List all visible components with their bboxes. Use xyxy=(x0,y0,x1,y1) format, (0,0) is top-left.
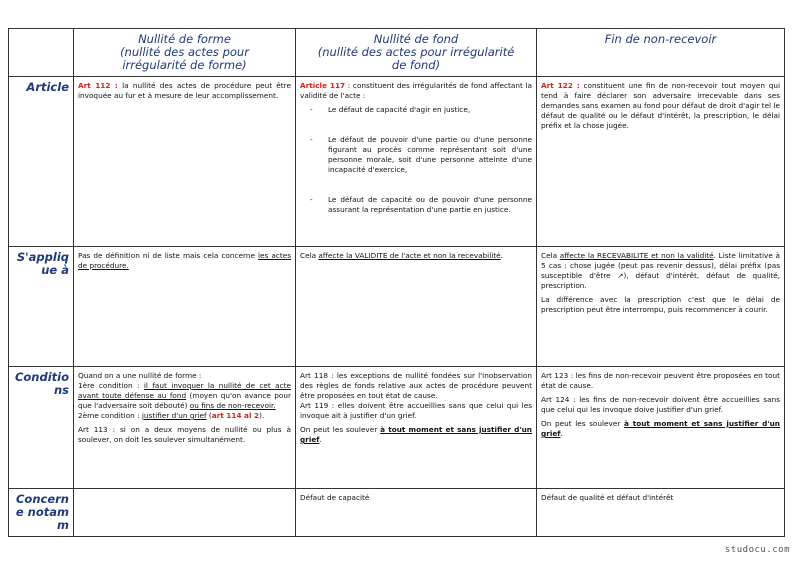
header-nullite-forme: Nullité de forme (nullité des actes pour irrégularité de forme) xyxy=(74,29,296,77)
row-label-article: Article xyxy=(9,77,74,247)
concerne-fond-cell: Défaut de capacité xyxy=(296,489,537,537)
row-applique xyxy=(9,247,785,367)
comparison-table xyxy=(8,28,785,537)
row-article xyxy=(9,77,785,247)
list-item: - Le défaut de capacité d'agir en justice, xyxy=(328,105,532,115)
concerne-fin-cell: Défaut de qualité et défaut d'intérêt xyxy=(537,489,785,537)
concerne-forme-cell xyxy=(74,489,296,537)
conditions-fin-cell: Art 123 : les fins de non-recevoir peuvent être proposées en tout état de cause. Art 124 : les fins de non-recevoir doivent être accueillies sans que celui qui les invoque doive justifier d'un grief. On peut les soulever à tout moment et sans justifier d'un grief. xyxy=(537,367,785,489)
article-fond-cell: Article 117 : constituent des irrégularités de fond affectant la validité de l'acte : - Le défaut de capacité d'agir en justice, - Le défaut de pouvoir d'une partie ou d'une personne figurant au procès comme représentant soit d'une personne morale, soit d'une personne atteinte d'une incapacité d'exercice, - Le défaut de capacité ou de pouvoir d'une personne assurant la représentation d'une partie en justice. xyxy=(296,77,537,247)
list-item: - Le défaut de capacité ou de pouvoir d'une personne assurant la représentation d'une partie en justice. xyxy=(328,195,532,215)
list-item: - Le défaut de pouvoir d'une partie ou d'une personne figurant au procès comme représentant soit d'une personne morale, soit d'une personne atteinte d'une incapacité d'exercice, xyxy=(328,135,532,175)
footer-watermark: studocu.com xyxy=(724,545,790,555)
header-nullite-fond: Nullité de fond (nullité des actes pour irrégularité de fond) xyxy=(296,29,537,77)
applique-fin-cell: Cela affecte la RECEVABILITE et non la validité. Liste limitative à 5 cas : chose jugée (peut pas revenir dessus), délai préfix (pas susceptible d'être ↗), défaut d'intérêt, défaut de qualité, prescription. La différence avec la prescription c'est que le délai de prescription peut être interrompu, puis recommencer à courir. xyxy=(537,247,785,367)
conditions-fond-cell: Art 118 : les exceptions de nullité fondées sur l'inobservation des règles de fonds relative aux actes de procédure peuvent être proposées en tout état de cause. Art 119 : elles doivent être accueillies sans que celui qui les invoque ait à justifier d'un grief. On peut les soulever à tout moment et sans justifier d'un grief. xyxy=(296,367,537,489)
conditions-forme-cell: Quand on a une nullité de forme : 1ère condition : il faut invoquer la nullité de cet acte avant toute défense au fond (moyen qu'on avance pour que l'adversaire soit débouté) ou fins de non-recevoir. 2ème condition : justifier d'un grief (art 114 al 2). Art 113 : si on a deux moyens de nullité ou plus à soulever, on doit les soulever simultanément. xyxy=(74,367,296,489)
header-fin-non-recevoir: Fin de non-recevoir xyxy=(537,29,785,77)
applique-fond-cell: Cela affecte la VALIDITE de l'acte et non la recevabilité. xyxy=(296,247,537,367)
corner-cell xyxy=(9,29,74,77)
header-row xyxy=(9,29,785,77)
row-concerne xyxy=(9,489,785,537)
row-label-conditions: Conditions xyxy=(9,367,74,489)
article-forme-cell: Art 112 : la nullité des actes de procédure peut être invoquée au fur et à mesure de leur accomplissement. xyxy=(74,77,296,247)
row-label-concerne: Concerne notamm xyxy=(9,489,74,537)
irregularites-list xyxy=(300,105,532,215)
row-label-applique: S'applique à xyxy=(9,247,74,367)
article-fin-cell: Art 122 : constituent une fin de non-recevoir tout moyen qui tend à faire déclarer son adversaire irrecevable dans ses demandes sans examen au fond pour défaut de droit d'agir tel le défaut de qualité ou le défaut d'intérêt, la prescription, le délai préfix et la chose jugée. xyxy=(537,77,785,247)
applique-forme-cell: Pas de définition ni de liste mais cela concerne les actes de procédure. xyxy=(74,247,296,367)
row-conditions xyxy=(9,367,785,489)
